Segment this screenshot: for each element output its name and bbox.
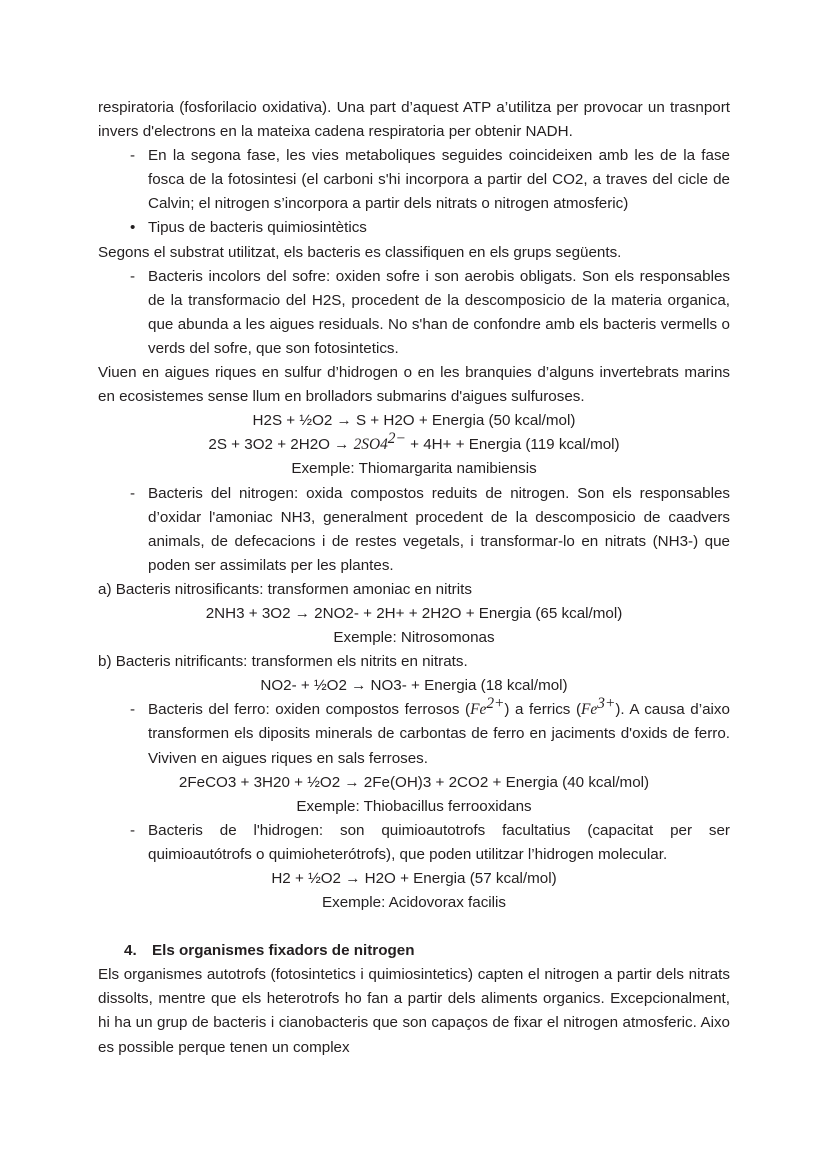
list-dash-marker: -	[130, 267, 136, 285]
paragraph-nitrosificants: a) Bacteris nitrosificants: transformen amoniac en nitrits	[98, 580, 472, 598]
bullet-dot-icon: •	[130, 219, 136, 237]
math-term-fe3: Fe	[581, 701, 598, 719]
list-dash-marker: -	[130, 701, 136, 719]
list-item-bacteris-sofre	[98, 265, 730, 361]
equation-math-term: 2SO4	[353, 436, 388, 454]
superscript-2plus: 2+	[486, 695, 505, 713]
example-nitrosomonas: Exemple: Nitrosomonas	[333, 629, 495, 647]
paragraph-segons-substrat: Segons el substrat utilitzat, els bacteris es classifiquen en els grups següents.	[98, 243, 622, 261]
equation-no2: NO2- + ½O2 → NO3- + Energia (18 kcal/mol)	[260, 677, 568, 695]
list-item-label: Bacteris incolors del sofre: oxiden sofre i son aerobis obligats. Son els responsables de la transformacio del H2S, procedent de la descomposicio de la materia organica, que abunda a les aigues residuals. No s'han de confondre amb els bacteris vermells o verds del sofre, que son fotosintetics.	[148, 267, 730, 357]
paragraph-respiratoria: respiratoria (fosforilacio oxidativa). Una part d’aquest ATP a’utilitza per provocar un trasnport invers d'electrons en la mateixa cadena respiratoria per obtenir NADH.	[98, 99, 730, 141]
equation-segment: + 4H+ + Energia (119 kcal/mol)	[405, 436, 620, 454]
text-segment: ). A causa d’aixo transformen els diposits minerals de carbontas de ferro en jaciments d'oxids de ferro. Viviven en aigues riques en sals ferroses.	[148, 701, 730, 767]
list-item-label: Bacteris de l'hidrogen: son quimioautotrofs facultatius (capacitat per ser quimioautótrofs o quimioheterótrofs), que poden utilitzar l’hidrogen molecular.	[148, 821, 730, 863]
equation-h2: H2 + ½O2 → H2O + Energia (57 kcal/mol)	[271, 870, 557, 887]
list-item-bacteris-hidrogen	[98, 819, 730, 867]
text-segment: ) a ferrics (	[504, 701, 582, 719]
document-body	[98, 96, 730, 1060]
list-item-label	[148, 695, 730, 770]
list-item-label: En la segona fase, les vies metaboliques seguides coincideixen amb les de la fase fosca de la fotosintesi (el carboni s'hi incorpora a partir del CO2, a traves del cicle de Calvin; el nitrogen s’incorpora a partir dels nitrats o nitrogen atmosferic)	[148, 147, 730, 213]
list-item-bacteris-nitrogen	[98, 482, 730, 578]
example-thiomargarita: Exemple: Thiomargarita namibiensis	[291, 460, 537, 478]
math-term-fe2: Fe	[470, 701, 487, 719]
list-item-label: Tipus de bacteris quimiosintètics	[148, 219, 367, 237]
equation-h2s: H2S + ½O2 → S + H2O + Energia (50 kcal/mol)	[252, 412, 576, 430]
list-item-segona-fase	[98, 144, 730, 216]
list-item-bacteris-ferro	[98, 695, 730, 770]
equation-2feco3: 2FeCO3 + 3H20 + ½O2 → 2Fe(OH)3 + 2CO2 + Energia (40 kcal/mol)	[178, 773, 650, 791]
equation-superscript: 2−	[387, 430, 406, 448]
example-acidovorax: Exemple: Acidovorax facilis	[321, 894, 506, 912]
heading-title: Els organismes fixadors de nitrogen	[152, 942, 415, 960]
section-heading-4	[98, 915, 730, 963]
equation-2s	[98, 430, 730, 457]
superscript-3plus: 3+	[597, 695, 616, 713]
paragraph-nitrificants: b) Bacteris nitrificants: transformen els nitrits en nitrats.	[98, 653, 468, 671]
heading-number: 4.	[124, 942, 137, 960]
example-thiobacillus: Exemple: Thiobacillus ferrooxidans	[296, 797, 532, 815]
list-dash-marker: -	[130, 821, 136, 839]
list-dash-marker: -	[130, 147, 136, 165]
paragraph-organismes-autotrofs: Els organismes autotrofs (fotosintetics i quimiosintetics) capten el nitrogen a partir dels nitrats dissolts, mentre que els heterotrofs ho fan a partir dels aliments organics. Excepcionalment, hi ha un grup de bacteris i cianobacteris que son capaços de fixar el nitrogen atmosferic. Aixo es possible perque tenen un complex	[98, 966, 730, 1056]
list-item-tipus-bacteris	[98, 216, 730, 240]
list-item-label: Bacteris del nitrogen: oxida compostos reduits de nitrogen. Son els responsables d’oxidar l'amoniac NH3, generalment procedent de la descomposicio de caadvers animals, de defecacions i de restes vegetals, i transformar-lo en nitrats (NH3-) que poden ser assimilats per les plantes.	[148, 484, 730, 574]
equation-2nh3: 2NH3 + 3O2 → 2NO2- + 2H+ + 2H2O + Energia (65 kcal/mol)	[205, 604, 623, 622]
paragraph-viuen-aigues: Viuen en aigues riques en sulfur d’hidrogen o en les branquies d’alguns invertebrats marins en ecosistemes sense llum en brolladors submarins d'aigues sulfuroses.	[98, 364, 730, 406]
text-segment: Bacteris del ferro: oxiden compostos ferrosos (	[148, 701, 471, 719]
list-dash-marker: -	[130, 484, 136, 502]
equation-segment: 2S + 3O2 + 2H2O →	[208, 436, 354, 454]
